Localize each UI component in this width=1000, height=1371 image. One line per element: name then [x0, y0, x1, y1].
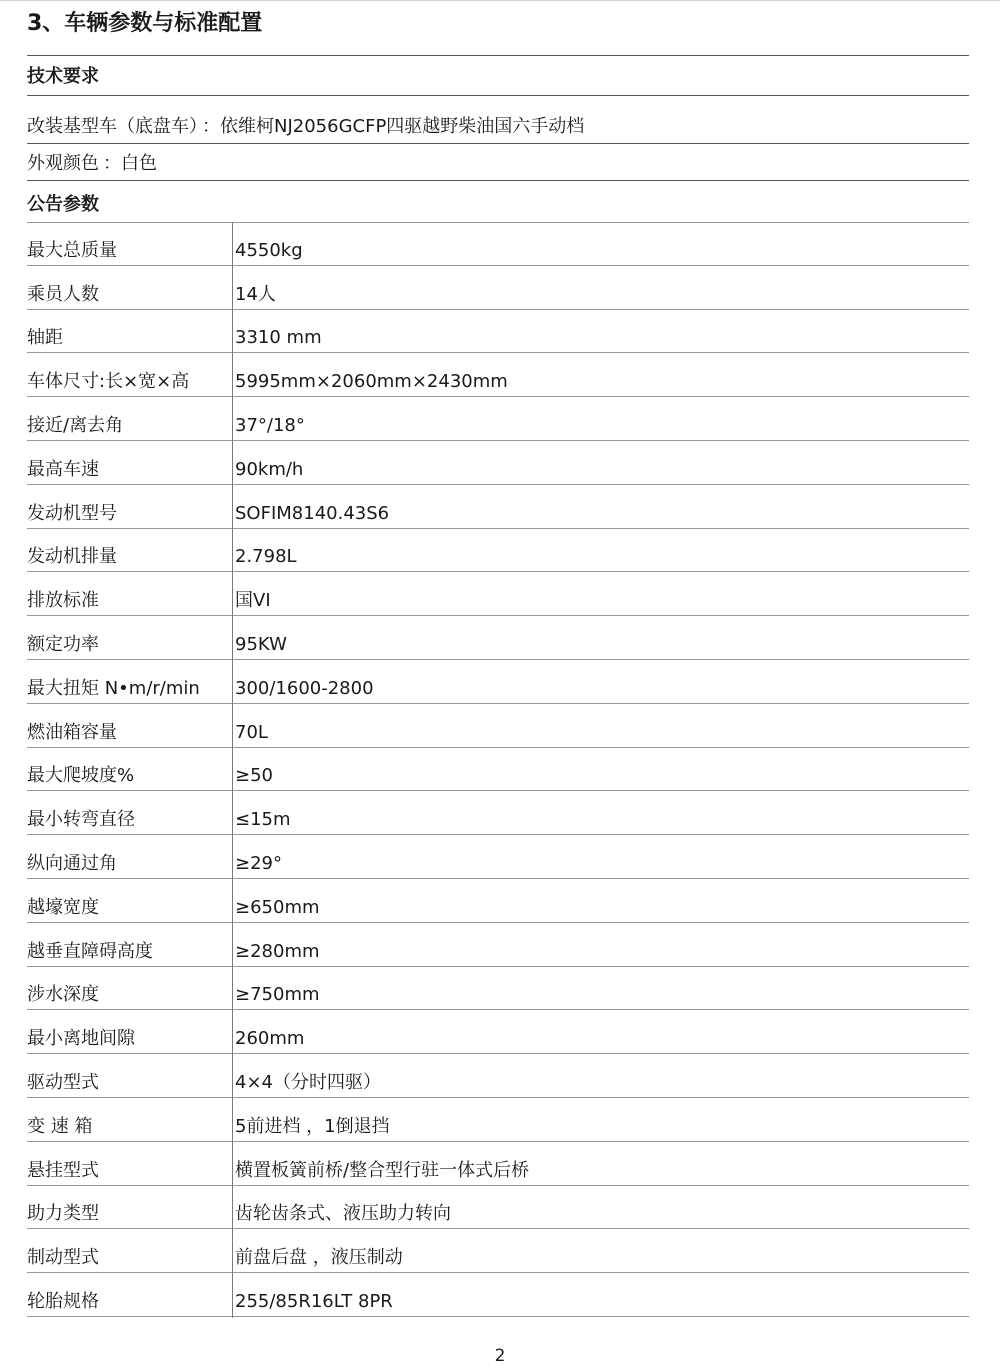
param-label: 轴距: [27, 327, 63, 349]
param-value: 70L: [235, 721, 268, 743]
param-value: 37°/18°: [235, 414, 305, 436]
param-label: 最大爬坡度%: [27, 765, 135, 787]
param-value: ≥280mm: [235, 940, 320, 962]
param-row-trench-width: [27, 879, 969, 923]
param-value: 2.798L: [235, 546, 297, 568]
exterior-color-line: [27, 151, 157, 177]
param-label: 燃油箱容量: [27, 721, 117, 743]
base-vehicle-rule: [27, 143, 969, 144]
param-value: ≤15m: [235, 809, 291, 831]
param-value: ≥750mm: [235, 984, 320, 1006]
param-row-ground-clearance: [27, 1010, 969, 1054]
param-label: 最大总质量: [27, 239, 117, 261]
param-label: 助力类型: [27, 1203, 99, 1225]
param-label: 驱动型式: [27, 1071, 99, 1093]
param-value: 横置板簧前桥/整合型行驻一体式后桥: [235, 1159, 530, 1181]
param-label: 最高车速: [27, 458, 99, 480]
param-row-body-dimensions: [27, 353, 969, 397]
param-value: 260mm: [235, 1028, 305, 1050]
base-vehicle-label: 改装基型车（底盘车）: [27, 116, 198, 137]
param-label: 越壕宽度: [27, 896, 99, 918]
param-value: 5前进档 ，1倒退挡: [235, 1115, 390, 1137]
param-row-fuel-tank-capacity: [27, 704, 969, 748]
section-title-rule: [27, 55, 969, 56]
param-row-max-gradeability: [27, 748, 969, 792]
param-row-steering-assist: [27, 1186, 969, 1230]
param-label: 纵向通过角: [27, 852, 117, 874]
param-row-tire-spec: [27, 1273, 969, 1317]
param-label: 车体尺寸:长×宽×高: [27, 371, 190, 393]
param-label: 接近/离去角: [27, 414, 124, 436]
param-row-brake-type: [27, 1229, 969, 1273]
param-label: 轮胎规格: [27, 1290, 99, 1312]
param-row-drive-type: [27, 1054, 969, 1098]
param-row-approach-departure-angle: [27, 397, 969, 441]
page-number: 2: [494, 1346, 506, 1366]
tech-requirements-rule: [27, 95, 969, 96]
param-row-min-turning-diameter: [27, 791, 969, 835]
param-label: 排放标准: [27, 590, 99, 612]
table-column-divider: [232, 222, 233, 1318]
param-row-vertical-obstacle-height: [27, 923, 969, 967]
param-value: 90km/h: [235, 458, 304, 480]
page-top-rule: [0, 0, 1000, 1]
base-vehicle-line: [27, 114, 584, 140]
param-value: 前盘后盘 ，液压制动: [235, 1247, 403, 1269]
param-value: SOFIM8140.43S6: [235, 502, 390, 524]
exterior-color-label: 外观颜色: [27, 153, 99, 174]
param-row-max-speed: [27, 441, 969, 485]
announcement-params-table: [27, 222, 969, 1317]
param-row-engine-displacement: [27, 529, 969, 573]
param-value: 4550kg: [235, 239, 303, 261]
param-row-max-torque: [27, 660, 969, 704]
param-value: 3310 mm: [235, 327, 322, 349]
param-label: 越垂直障碍高度: [27, 940, 153, 962]
base-vehicle-separator: ：: [202, 116, 220, 137]
exterior-color-value: 白色: [121, 153, 157, 174]
param-value: 14人: [235, 283, 276, 305]
param-row-engine-model: [27, 485, 969, 529]
param-row-max-gross-mass: [27, 222, 969, 266]
param-value: ≥650mm: [235, 896, 320, 918]
param-label: 最小离地间隙: [27, 1028, 135, 1050]
param-row-gearbox: [27, 1098, 969, 1142]
param-label: 涉水深度: [27, 984, 99, 1006]
param-label: 悬挂型式: [27, 1159, 99, 1181]
param-value: 255/85R16LT 8PR: [235, 1290, 393, 1312]
param-row-ramp-breakover-angle: [27, 835, 969, 879]
exterior-color-separator: ：: [103, 153, 121, 174]
param-label: 发动机型号: [27, 502, 117, 524]
param-row-suspension-type: [27, 1142, 969, 1186]
param-row-emission-standard: [27, 572, 969, 616]
param-row-rated-power: [27, 616, 969, 660]
param-value: 95KW: [235, 633, 287, 655]
tech-requirements-heading: 技术要求: [27, 66, 99, 87]
param-value: 5995mm×2060mm×2430mm: [235, 371, 508, 393]
param-row-wading-depth: [27, 967, 969, 1011]
param-label: 乘员人数: [27, 283, 99, 305]
exterior-color-rule: [27, 180, 969, 181]
section-title: 3、车辆参数与标准配置: [27, 11, 263, 36]
param-label: 变 速 箱: [27, 1115, 93, 1137]
param-value: 300/1600-2800: [235, 677, 374, 699]
announcement-heading: 公告参数: [27, 194, 99, 215]
param-value: 4×4（分时四驱）: [235, 1071, 381, 1093]
param-label: 发动机排量: [27, 546, 117, 568]
param-value: 国VI: [235, 590, 271, 612]
param-row-wheelbase: [27, 310, 969, 354]
param-label: 最大扭矩 N•m/r/min: [27, 677, 200, 699]
param-value: ≥29°: [235, 852, 282, 874]
param-label: 制动型式: [27, 1247, 99, 1269]
param-value: ≥50: [235, 765, 273, 787]
param-row-passenger-count: [27, 266, 969, 310]
param-value: 齿轮齿条式、液压助力转向: [235, 1203, 451, 1225]
param-label: 额定功率: [27, 633, 99, 655]
base-vehicle-value: 依维柯NJ2056GCFP四驱越野柴油国六手动档: [220, 116, 585, 137]
param-label: 最小转弯直径: [27, 809, 135, 831]
